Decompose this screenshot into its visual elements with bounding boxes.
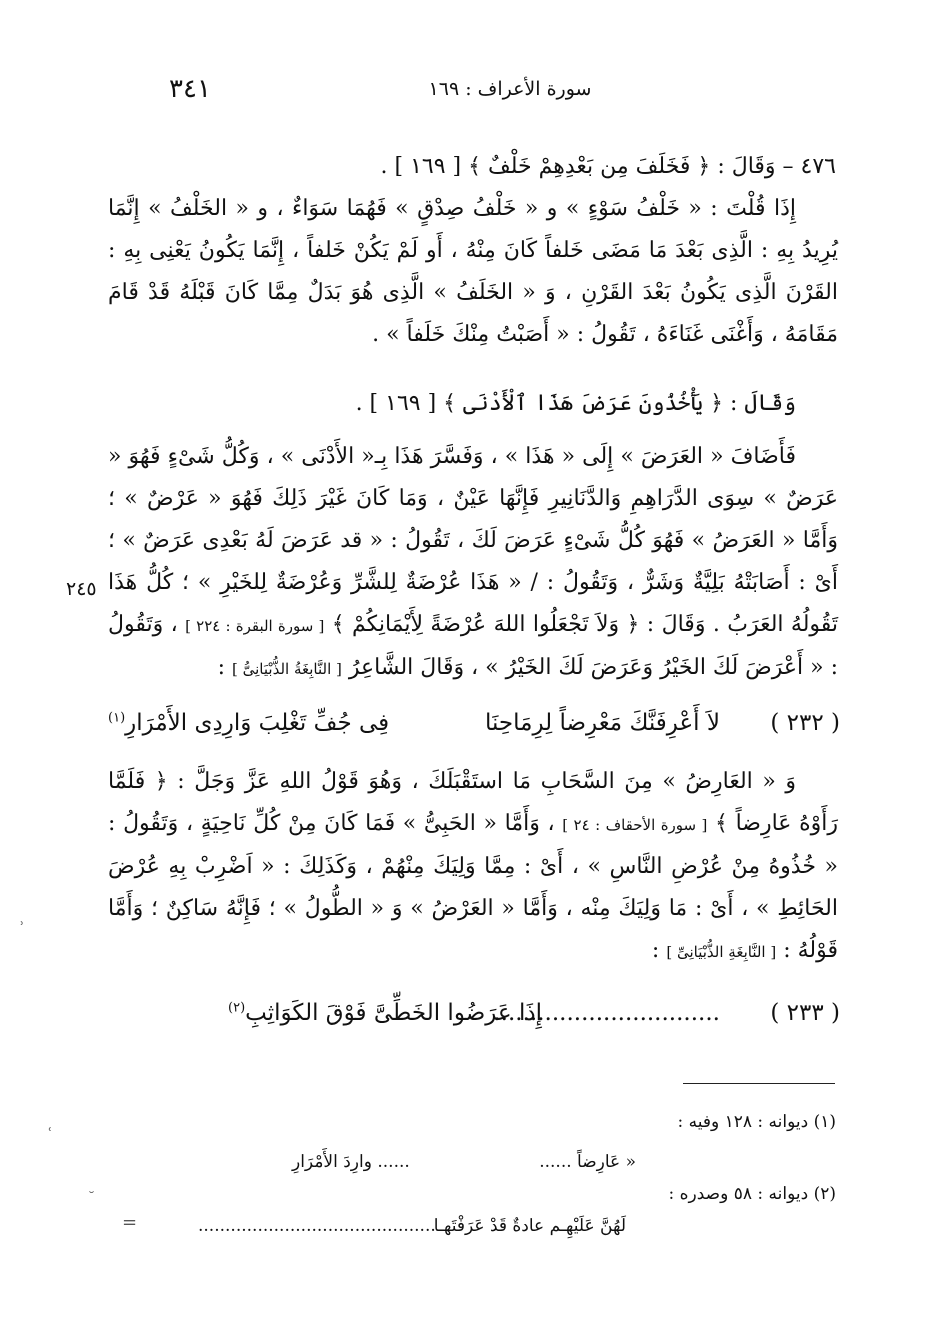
quote-heading-2: وَقَالَ : ﴿ يَأْخُذُونَ عَرَضَ هَذَا ٱلْأَدْنَى ﴾ [ ١٦٩ ] . xyxy=(355,391,796,416)
paragraph-arid xyxy=(108,761,838,973)
verse-hemistich-first: لاَ أَعْرِفَنَّكَ مَعْرِضاً لِرِمَاحِنَا xyxy=(484,710,720,736)
footnote-1-line-right: « عَارِضاً ...... xyxy=(539,1152,636,1172)
colon: : xyxy=(651,938,660,963)
scan-speck: = xyxy=(122,1212,138,1233)
verse-hemistich-text: فِى جُفِّ تَغْلِبَ وَارِدِى الأَمْرَارِ xyxy=(125,710,390,736)
quote-block-2 xyxy=(108,383,838,425)
entry-heading: ٤٧٦ – وَقَالَ : ﴿ فَخَلَفَ مِن بَعْدِهِمْ خَلْفٌ ﴾ [ ١٦٩ ] . xyxy=(380,154,836,179)
quran-reference: [ سورة الأحقاف : ٢٤ ] xyxy=(562,816,708,834)
page-number: ٣٤١ xyxy=(169,74,211,104)
quran-reference: [ سورة البقرة : ٢٢٤ ] xyxy=(185,617,325,635)
footnote-separator xyxy=(683,1083,835,1084)
poet-attribution: [ النَّابِغَةُ الذُّبْيَانِىُّ ] xyxy=(232,660,342,678)
paragraph-khalf: إِذَا قُلْتَ : « خَلْفُ سَوْءٍ » و « خَلْفُ صِدْقٍ » فَهُمَا سَوَاءٌ ، و « الخَلْفُ » إِنَّمَا يُرِيدُ بِهِ : الَّذِى بَعْدَ مَا مَضَى خَلفاً كَانَ مِنْهُ ، أَو لَمْ يَكُنْ خَلفاً ، إِنَّمَا يَكُونُ يَعْنِى بِهِ : القَرْنَ الَّذِى يَكُونُ بَعْدَ القَرْنِ ، وَ « الخَلَفُ » الَّذِى هُوَ بَدَلٌ مِمَّا كَانَ قَبْلَهُ قَدْ قَامَ مَقَامَهُ ، وَأَغْنَى غَنَاءَهُ ، تَقُولُ : « أَصَبْتُ مِنْكَ خَلَفاً » . xyxy=(108,196,838,347)
paragraph-arad-tail: ، وَتَقُولُ : « أَعْرَضَ لَكَ الخَيْرُ وَعَرَضَ لَكَ الخَيْرُ » ، وَقَالَ الشَّاعِرُ xyxy=(108,612,838,680)
entry-476-block xyxy=(108,146,838,356)
footnote-reference: (١) xyxy=(108,710,126,726)
paragraph-arid-tail: ، وَأَمَّا « الحَبِىُّ » فَمَا كَانَ مِنْ كُلِّ نَاحِيَةٍ ، وَتَقُولُ : « خُذُوهُ مِنْ عُرْضِ النَّاسِ » ، أَىْ : مِمَّا وَلِيَكَ مِنْهُمْ ، وَكَذَلِكَ : « اَضْرِبْ بِهِ عُرْضَ الحَائِطِ » ، أَىْ : مَا وَلِيَكَ مِنْه ، وَأَمَّا « العَرْضُ » وَ « الطُّولُ » ؛ فَإِنَّهُ سَاكِنٌ ؛ وَأَمَّا قَوْلُهُ : xyxy=(108,811,838,963)
footnote-2-line-right: لَهُنَّ عَلَيْهِـم عادةٌ قَدْ عَرَفْتَهـا xyxy=(433,1216,626,1236)
paragraph-arad-block xyxy=(108,436,838,690)
footnote-1-label: (١) ديوانه : ١٢٨ وفيه : xyxy=(677,1112,836,1132)
verse-hemistich-text: إِذَا عَرَضُوا الخَطِّىَّ فَوْقَ الكَوَاثِبِ xyxy=(245,1000,542,1026)
poet-attribution: [ النَّابِغَةِ الذُّبْيَانِىِّ ] xyxy=(666,943,777,961)
verse-number: ( ٢٣٢ ) xyxy=(770,710,840,736)
colon: : xyxy=(217,655,225,680)
paragraph-arid-block xyxy=(108,761,838,973)
footnote-1-line-left: ...... وارِدَ الأَمْرَارِ xyxy=(292,1152,410,1172)
verse-232 xyxy=(108,710,840,746)
scan-speck: ʾ xyxy=(20,920,25,936)
running-header-title: سورة الأعراف : ١٦٩ xyxy=(428,78,592,100)
verse-number: ( ٢٣٣ ) xyxy=(770,1000,840,1026)
verse-hemistich-first: ............................... xyxy=(493,1000,720,1026)
verse-hemistich-second xyxy=(108,710,389,736)
footnote-2-line-left: ............................................ xyxy=(198,1216,436,1236)
paragraph-arid-text: وَ « العَارِضُ » مِنَ السَّحَابِ مَا استَقْبَلَكَ ، وَهُوَ قَوْلُ اللهِ عَزَّ وَجَلَّ : ﴿ فَلَمَّا رَأَوْهُ عَارِضاً ﴾ xyxy=(108,769,838,836)
margin-page-number: ٢٤٥ xyxy=(66,578,97,600)
scan-speck: ʿ xyxy=(48,1126,53,1142)
footnote-2-label: (٢) ديوانه : ٥٨ وصدره : xyxy=(668,1184,836,1204)
scan-speck: ˘ xyxy=(88,1190,95,1206)
verse-233 xyxy=(108,1000,840,1036)
paragraph-arad-text: فَأَضَافَ « العَرَضَ » إِلَى « هَذَا » ، وَفَسَّرَ هَذَا بِـ« الأَدْنَى » ، وَكُلُّ شَىْءٍ فَهُوَ « عَرَضٌ » سِوَى الدَّرَاهِمِ وَالدَّنَانِيرِ فَإِنَّهَا عَيْنٌ ، وَمَا كَانَ غَيْرَ ذَلِكَ فَهُوَ « عَرْضٌ » ؛ وَأَمَّا « العَرَضُ » فَهُوَ كُلُّ شَىْءٍ عَرَضَ لَكَ ، تَقُولُ : « قد عَرَضَ لَهُ بَعْدِى عَرَضٌ » ؛ أَىْ : أَصَابَتْهُ بَلِيَّةٌ وَشَرٌّ ، وَتَقُولُ : / « هَذَا عُرْضَةٌ لِلشَّرِّ وَعُرْضَةٌ لِلخَيْرِ » ؛ كُلُّ هَذَا تَقُولُهُ العَرَبُ . وَقَالَ : ﴿ وَلاَ تَجْعَلُوا اللهَ عُرْضَةً لِأَيْمَانِكُمْ ﴾ xyxy=(108,444,839,637)
verse-hemistich-second xyxy=(228,1000,542,1026)
footnote-reference: (٢) xyxy=(228,1000,246,1016)
paragraph-arad xyxy=(108,436,838,690)
